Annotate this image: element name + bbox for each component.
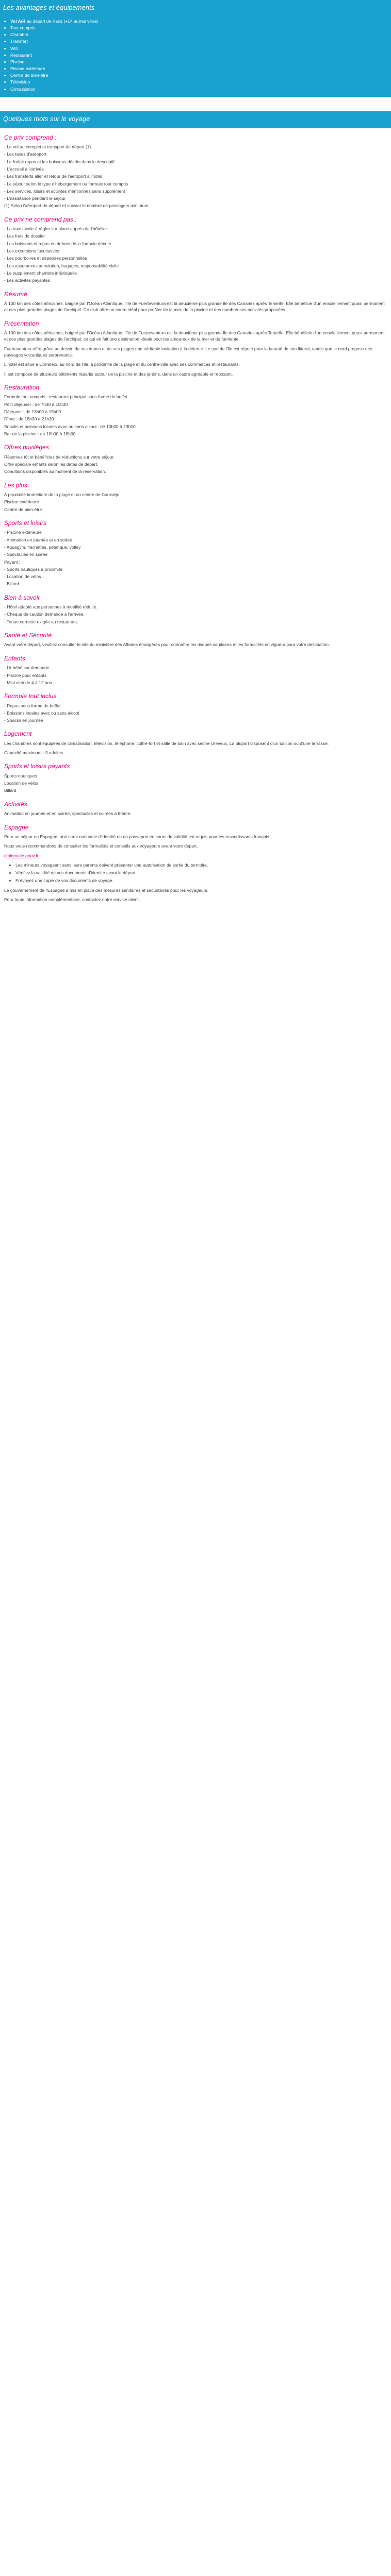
sports-line: - Spectacles en soirée <box>4 552 48 557</box>
equipement-item <box>10 38 388 45</box>
comprend-line: - L'accueil à l'arrivée <box>4 166 44 172</box>
plus-line: Piscine extérieure <box>4 499 39 505</box>
enfants-title: Enfants <box>4 654 25 662</box>
sports-line: - Location de vélos <box>4 574 41 580</box>
sports-line: - Billard <box>4 581 19 587</box>
espagne-body <box>4 834 387 850</box>
equipement-item <box>10 79 388 86</box>
sports-title: Sports et loisirs <box>4 519 47 527</box>
formule-line: - Snacks en journée <box>4 718 43 723</box>
espagne-paragraph: Pour un séjour en Espagne, une carte nationale d'identité ou un passeport en cours de validité est requis pour les ressortissants français. <box>4 834 271 839</box>
offres-title: Offres privilèges <box>4 444 49 451</box>
voyage-banner <box>0 111 391 128</box>
enfants-list <box>4 665 387 686</box>
formule-title: Formule tout inclus <box>4 692 57 700</box>
equipement-item-label: Transfert <box>10 39 28 44</box>
comprend-line: - Le forfait repas et les boissons décrits dans le descriptif <box>4 159 115 164</box>
sports-line: - Animation en journée et en soirée <box>4 537 72 543</box>
plus-line: Centre de bien-être <box>4 506 42 512</box>
sports2-list <box>4 773 387 794</box>
non-comprend-line: - Le supplément chambre individuelle <box>4 270 77 276</box>
equipement-item-label: Télévision <box>10 79 30 85</box>
equipement-item <box>10 59 388 65</box>
espagne-title: Espagne <box>4 823 29 831</box>
sante-title: Santé et Sécurité <box>4 632 52 639</box>
equipement-item-label: Piscine extérieure <box>10 66 45 72</box>
equipement-item-label: Chambre <box>10 32 28 38</box>
sports2-title: Sports et loisirs payants <box>4 762 70 770</box>
bien-title: Bien à savoir <box>4 594 40 601</box>
sports-list <box>4 529 387 587</box>
equipement-item <box>10 45 388 52</box>
comprend-line: - Le séjour selon le type d'hébergement ou formule tout compris <box>4 181 128 187</box>
sports-line: - Sports nautiques à proximité <box>4 566 62 572</box>
equipement-item-label: Tout compris <box>10 25 36 31</box>
bien-line: - Hôtel adapté aux personnes à mobilité réduite. <box>4 604 97 610</box>
non-comprend-title: Ce prix ne comprend pas : <box>4 215 77 223</box>
restauration-list <box>4 394 387 437</box>
comprend-list <box>4 144 387 202</box>
comprend-line: - Le vol au complet et transport de départ (1) <box>4 144 91 149</box>
restauration-title: Restauration <box>4 383 40 391</box>
restauration-line: Bar de la piscine : de 10h00 à 18h00 <box>4 431 76 436</box>
enfants-line: - Mini club de 4 à 12 ans <box>4 680 52 685</box>
non-comprend-line: - Les excursions facultatives <box>4 248 59 254</box>
sports-line: - Aquagym, fléchettes, pétanque, volley <box>4 544 81 550</box>
equipement-item <box>10 31 388 38</box>
non-comprend-line: - Les frais de dossier <box>4 233 45 239</box>
sports2-line: Location de vélos <box>4 781 39 786</box>
equipements-panel <box>0 0 391 97</box>
logement-capacity: Capacité maximum : 3 adultes <box>4 750 63 756</box>
equipement-item-label: Wifi <box>10 45 18 51</box>
equipement-item <box>10 65 388 72</box>
restauration-line: Snacks et boissons locales avec ou sans alcool : de 10h00 à 23h00 <box>4 423 136 429</box>
voyage-content <box>0 128 391 922</box>
equipement-item-label: Climatisation <box>10 86 36 92</box>
sports-line: - Piscine extérieure <box>4 530 42 535</box>
comprend-line: - Les taxes d'aéroport <box>4 151 46 157</box>
non-comprend-line: - Les activités payantes <box>4 278 50 283</box>
bien-line: - Tenue correcte exigée au restaurant. <box>4 619 78 624</box>
formule-list <box>4 703 387 724</box>
plus-list <box>4 492 387 513</box>
restauration-line: Petit déjeuner : de 7h30 à 10h30 <box>4 401 68 407</box>
equipement-item <box>10 86 388 93</box>
espagne-bullet: • Prévoyez une copie de vos documents de voyage. <box>15 877 387 884</box>
formule-line: - Boissons locales avec ou sans alcool <box>4 710 79 716</box>
espagne-bullet: • Les mineurs voyageant sans leurs parents doivent présenter une autorisation de sortie du territoire. <box>15 862 387 868</box>
equipement-item-label: au départ de Paris (+14 autres villes) <box>25 18 99 24</box>
espagne-bullets <box>4 862 387 884</box>
offres-line: Réservez tôt et bénéficiez de réductions sur votre séjour. <box>4 454 115 460</box>
equipement-item <box>10 25 388 31</box>
enfants-line: - Piscine pour enfants <box>4 672 47 678</box>
activites-title: Activités <box>4 800 27 808</box>
comprend-note: (1) Selon l'aéroport de départ et suivant le nombre de passagers minimum. <box>4 203 150 209</box>
enfants-line: - Lit bébé sur demande <box>4 665 50 671</box>
espagne-bullet: • Vérifiez la validité de vos documents d'identité avant le départ. <box>15 870 387 876</box>
presentation-body <box>4 330 387 377</box>
resume-text: À 100 km des côtes africaines, baigné par l'Océan Atlantique, l'île de Fuerteventura est la deuxième plus grande île des Canaries après Tenerife. Elle bénéficie d'un ensoleillement quasi permanent et des plus grandes plages de l'archipel. Ce club offre un cadre idéal pour profiter de la mer, de la piscine et des nombreuses activités proposées. <box>4 301 385 313</box>
equipement-item <box>10 72 388 79</box>
sports-line: Payant : <box>4 559 21 565</box>
plus-title: Les plus <box>4 481 27 489</box>
plus-line: A proximité immédiate de la plage et du centre de Corralejo <box>4 492 120 497</box>
offres-line: Conditions disponibles au moment de la réservation. <box>4 469 106 474</box>
equipement-item <box>10 18 388 25</box>
bien-line: - Chèque de caution demandé à l'arrivée. <box>4 612 85 617</box>
activites-text: Animation en journée et en soirée, spectacles et soirées à thème. <box>4 811 132 817</box>
equipements-title: Les avantages et équipements <box>3 4 95 11</box>
non-comprend-line: - Les pourboires et dépenses personnelles <box>4 256 87 261</box>
equipement-item-bold: Vol A/R <box>10 18 26 24</box>
presentation-title: Présentation <box>4 319 39 327</box>
comprend-line: - Les services, loisirs et activités mentionnés sans supplément <box>4 188 125 194</box>
comprend-line: - Les transferts aller et retour de l'aéroport à l'hôtel <box>4 174 102 179</box>
non-comprend-line: - La taxe locale à régler sur place auprès de l'hôtelier <box>4 226 107 232</box>
offres-line: Offre spéciale enfants selon les dates de départ. <box>4 461 99 467</box>
presentation-paragraph: Fuerteventura offre grâce au dessin de ses dunes et de ses plages une véritable invitation à la détente. Le sud de l'île est réputé pour la beauté de son littoral, tandis que le nord propose des paysages volcaniques surprenants. <box>4 346 372 358</box>
section-spacer <box>0 97 391 111</box>
non-comprend-line: - Les boissons et repas en dehors de la formule décrite <box>4 241 111 246</box>
presentation-paragraph: L'hôtel est situé à Corralejo, au nord de l'île, à proximité de la plage et du centre-ville avec ses commerces et restaurants. <box>4 362 240 367</box>
equipement-item-label: Restaurant <box>10 52 32 58</box>
restauration-line: Déjeuner : de 13h00 à 15h00 <box>4 409 61 414</box>
comprend-line: - L'assistance pendant le séjour <box>4 196 66 201</box>
sports2-line: Sports nautiques <box>4 773 37 778</box>
page <box>0 0 391 921</box>
non-comprend-list <box>4 226 387 284</box>
restauration-line: Dîner : de 18h30 à 21h30 <box>4 416 54 422</box>
formule-line: - Repas sous forme de buffet <box>4 703 61 708</box>
equipements-list <box>3 18 388 93</box>
equipement-item <box>10 52 388 59</box>
offres-list <box>4 454 387 475</box>
formalites-link[interactable]: diplomatie.gouv.fr <box>4 853 39 858</box>
logement-title: Logement <box>4 730 32 738</box>
sante-text: Avant votre départ, veuillez consulter le site du ministère des Affaires étrangères pour connaître les risques sanitaires et les formalités en vigueur pour votre destination. <box>4 642 330 648</box>
espagne-closing-line: Pour toute information complémentaire, contactez notre service client. <box>4 897 140 903</box>
presentation-paragraph: Il est composé de plusieurs bâtiments répartis autour de la piscine et des jardins, dans un cadre agréable et reposant. <box>4 371 233 377</box>
espagne-closing <box>4 887 387 903</box>
logement-text: Les chambres sont équipées de climatisation, télévision, téléphone, coffre-fort et salle de bain avec sèche-cheveux. La plupart disposent d'un balcon ou d'une terrasse. <box>4 740 329 746</box>
espagne-paragraph: Nous vous recommandons de consulter les formalités et conseils aux voyageurs avant votre départ. <box>4 843 198 849</box>
espagne-closing-line: Le gouvernement de l'Espagne a mis en place des mesures sanitaires et sécuritaires pour les voyageurs. <box>4 887 209 893</box>
restauration-line: Formule tout compris : restaurant principal sous forme de buffet. <box>4 394 129 400</box>
sports2-line: Billard <box>4 788 17 793</box>
voyage-title: Quelques mots sur le voyage <box>3 114 90 123</box>
equipement-item-label: Centre de bien-être <box>10 73 48 78</box>
resume-title: Résumé <box>4 290 27 298</box>
bien-list <box>4 604 387 625</box>
non-comprend-line: - Les assurances annulation, bagages, responsabilité civile <box>4 263 119 268</box>
comprend-title: Ce prix comprend : <box>4 133 57 141</box>
presentation-paragraph: À 100 km des côtes africaines, baigné par l'Océan Atlantique, l'île de Fuerteventura est la deuxième plus grande île des Canaries après Tenerife. Elle bénéficie d'un ensoleillement quasi permanent et des plus grandes plages de l'archipel, ce qui en fait une destination idéale pour les amoureux de la mer et du farniente. <box>4 330 385 342</box>
equipement-item-label: Piscine <box>10 59 25 64</box>
